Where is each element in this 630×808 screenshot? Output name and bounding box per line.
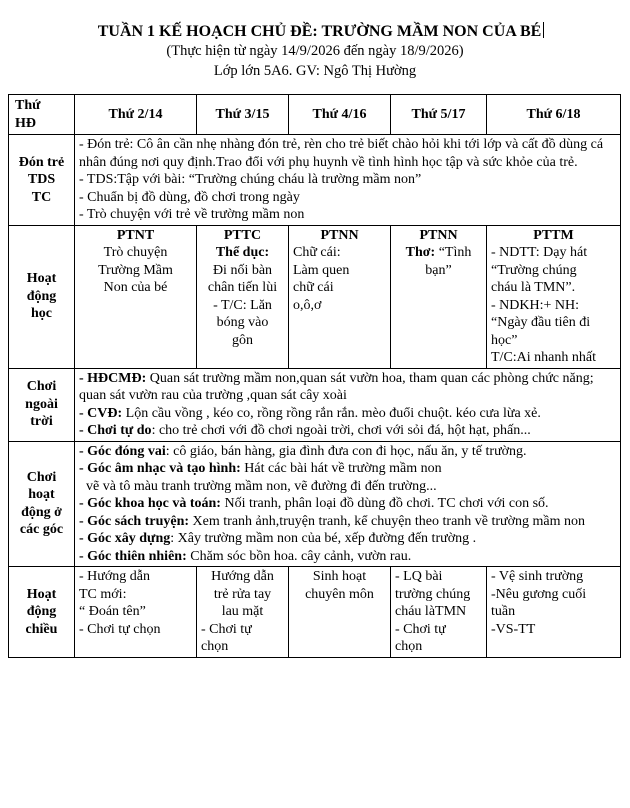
day-header: Thứ 3/15 (197, 95, 289, 135)
content-line (79, 422, 616, 440)
subject-title: PTTM (533, 227, 574, 243)
label-line: hoạt (28, 487, 55, 503)
content-line: -Nêu gương cuối (491, 586, 587, 602)
row-label-choi-goc (9, 441, 75, 567)
content-line: chuyên môn (305, 586, 374, 602)
content-line: - NDKH:+ NH: (491, 297, 579, 313)
content-line: -VS-TT (491, 621, 536, 637)
label-line: các góc (19, 522, 64, 538)
content-line: - Chuẩn bị đồ dùng, đồ chơi trong ngày (79, 189, 300, 205)
content-line: Hướng dẫn (211, 569, 274, 584)
content-line: - T/C: Lăn (213, 297, 272, 313)
subject-title: PTNN (419, 227, 458, 243)
content-line: “ Đoán tên” (79, 604, 146, 619)
content-line (79, 443, 616, 461)
content-line (79, 513, 616, 531)
content-line: Chữ cái: (293, 245, 341, 260)
table-header-row (9, 95, 621, 135)
row-label-choi-ngoai-troi (9, 368, 75, 441)
content-line: “Ngày đầu tiên đi (491, 315, 591, 330)
content-text: Xem tranh ảnh,truyện tranh, kể chuyện theo tranh về trường mầm non (189, 513, 586, 529)
content-line: học” (491, 332, 518, 348)
content-line: chọn (201, 639, 229, 654)
bold-prefix: - Góc âm nhạc và tạo hình: (79, 461, 241, 476)
choi-ngoai-troi-content (75, 368, 621, 441)
hdh-thu (391, 225, 487, 368)
hdc-mon (75, 567, 197, 658)
label-line: trời (30, 414, 53, 430)
hdc-thu (391, 567, 487, 658)
label-line: Đón trẻ (18, 154, 65, 170)
title-text: TUẦN 1 KẾ HOẠCH CHỦ ĐỀ: TRƯỜNG MẦM NON CỦA BÉ (97, 23, 542, 40)
content-line (79, 460, 616, 478)
content-line: - Đón trẻ: Cô ân cần nhẹ nhàng đón trẻ, rèn cho trẻ biết chào hỏi khi tới lớp và cất đồ dùng cá nhân đúng nơi quy định.Trao đổi với phụ huynh về tình hình học tập và sức khỏe của trẻ. (79, 137, 604, 170)
content-line: cháu là TMN”. (491, 280, 576, 295)
row-choi-goc (9, 441, 621, 567)
content-line (79, 548, 616, 566)
content-line (79, 370, 616, 405)
content-line: Trò chuyện (103, 245, 168, 260)
subject-title: PTNT (116, 227, 155, 243)
hdc-fri (487, 567, 621, 658)
hdh-fri (487, 225, 621, 368)
content-line (395, 244, 482, 262)
content-line: T/C:Ai nhanh nhất (491, 350, 596, 365)
content-line: - NDTT: Dạy hát (491, 245, 588, 260)
bold-prefix: - Góc đóng vai (79, 443, 166, 459)
content-line: - Vệ sinh trường (491, 569, 584, 584)
content-line: - Chơi tự (201, 621, 252, 637)
content-line: lau mặt (221, 604, 264, 619)
content-line (79, 405, 616, 423)
row-label-hoat-dong-hoc (9, 225, 75, 368)
label-line: TC (31, 189, 52, 205)
content-line: chữ cái (293, 280, 334, 295)
bold-prefix: - Góc khoa học và toán: (79, 496, 221, 511)
bold-prefix: - Góc sách truyện: (79, 513, 190, 529)
class-teacher: Lớp lớn 5A6. GV: Ngô Thị Hường (213, 63, 417, 79)
content-line: - Chơi tự (395, 621, 446, 637)
content-line (79, 495, 616, 513)
content-line: bóng vào (216, 315, 269, 330)
content-line: bạn” (425, 262, 452, 278)
corner-cell (9, 95, 75, 135)
date-range: (Thực hiện từ ngày 14/9/2026 đến ngày 18/9/2026) (166, 43, 464, 59)
row-hoat-dong-hoc (9, 225, 621, 368)
content-line: - LQ bài (395, 569, 443, 584)
bold-prefix: - HĐCMĐ: (79, 370, 147, 386)
label-line: ngoài (25, 396, 58, 412)
label-line: học (31, 306, 52, 322)
content-text: : Xây trường mầm non của bé, xếp đường đến trường . (170, 531, 477, 546)
bold-prefix: - CVĐ: (79, 405, 123, 421)
bold-prefix: - Chơi tự do (79, 423, 152, 438)
day-header: Thứ 4/16 (289, 95, 391, 135)
content-line: - Chơi tự chọn (79, 621, 161, 637)
hdh-mon (75, 225, 197, 368)
subject-title: PTNN (320, 227, 359, 243)
content-line: “Trường chúng (491, 262, 577, 278)
hdc-wed (289, 567, 391, 658)
don-tre-content (75, 135, 621, 226)
label-line: Chơi (26, 469, 57, 485)
content-line: tuần (491, 604, 516, 619)
label-line: Hoạt (26, 271, 57, 287)
content-line: trẻ rửa tay (213, 586, 272, 602)
subject-subtitle: Thể dục: (215, 245, 270, 260)
content-line: o,ô,ơ (293, 297, 322, 313)
content-line: - TDS:Tập với bài: “Trường chúng cháu là trường mầm non” (79, 172, 422, 187)
content-line: Đi nối bàn (212, 262, 273, 278)
content-text: Nối tranh, phân loại đồ dùng đồ chơi. TC chơi với con số. (220, 496, 549, 511)
hdh-wed (289, 225, 391, 368)
subject-title: PTTC (223, 227, 262, 243)
text-cursor (543, 22, 544, 38)
label-line: Chơi (26, 379, 57, 395)
hdc-tue (197, 567, 289, 658)
label-line: động (26, 604, 57, 619)
corner-thu: Thứ (15, 98, 41, 113)
content-line: cháu làTMN (395, 604, 467, 619)
content-line: Non của bé (103, 280, 168, 295)
content-line: trường chúng (395, 586, 471, 602)
content-line: gôn (232, 332, 253, 348)
content-text: : cho trẻ chơi với đồ chơi ngoài trời, chơi với sỏi đá, hột hạt, phấn... (151, 423, 531, 438)
bold-prefix: Thơ: (405, 245, 436, 260)
content-text: Chăm sóc bồn hoa. cây cảnh, vườn rau. (186, 548, 412, 564)
row-choi-ngoai-troi (9, 368, 621, 441)
content-text: Quan sát trường mầm non,quan sát vườn hoa, tham quan các phòng chức năng; quan sát vườn rau của trường ,quan sát cây xoài (79, 370, 594, 403)
weekly-plan-table (8, 94, 621, 658)
content-line: Sinh hoạt (312, 569, 367, 584)
row-hoat-dong-chieu (9, 567, 621, 658)
content-line: Làm quen (293, 262, 350, 278)
label-line: Hoạt (26, 586, 57, 602)
corner-hd: HĐ (15, 115, 36, 131)
day-header: Thứ 5/17 (391, 95, 487, 135)
content-line: TC mới: (79, 586, 127, 602)
content-line: chân tiến lùi (207, 280, 278, 295)
bold-prefix: - Góc xây dựng (79, 531, 171, 546)
page-title (0, 22, 630, 41)
day-header: Thứ 6/18 (487, 95, 621, 135)
content-line: chọn (395, 639, 423, 654)
content-text: Lộn cầu vồng , kéo co, rồng rồng rắn rắn. mèo đuổi chuột. kéo cưa lừa xẻ. (122, 405, 541, 421)
content-line (79, 530, 616, 548)
label-line: chiều (25, 621, 58, 637)
day-header: Thứ 2/14 (75, 95, 197, 135)
hdh-tue (197, 225, 289, 368)
choi-goc-content (75, 441, 621, 567)
content-line: - Trò chuyện với trẻ về trường mầm non (79, 207, 305, 222)
label-line: động ở (21, 504, 62, 520)
bold-prefix: - Góc thiên nhiên: (79, 548, 187, 564)
row-don-tre (9, 135, 621, 226)
content-line (79, 478, 616, 496)
row-label-don-tre (9, 135, 75, 226)
content-line: Trường Mầm (98, 262, 173, 278)
row-label-hoat-dong-chieu (9, 567, 75, 658)
label-line: động (26, 288, 57, 304)
content-line: - Hướng dẫn (79, 569, 150, 584)
content-text: vẽ và tô màu tranh trường mầm non, vẽ đường đi đến trường... (79, 478, 437, 494)
content-text: Hát các bài hát về trường mầm non (240, 461, 442, 476)
content-text: “Tình (435, 245, 472, 260)
content-text: : cô giáo, bán hàng, gia đình đưa con đi học, nấu ăn, y tế trường. (165, 443, 527, 459)
label-line: TDS (27, 172, 56, 187)
